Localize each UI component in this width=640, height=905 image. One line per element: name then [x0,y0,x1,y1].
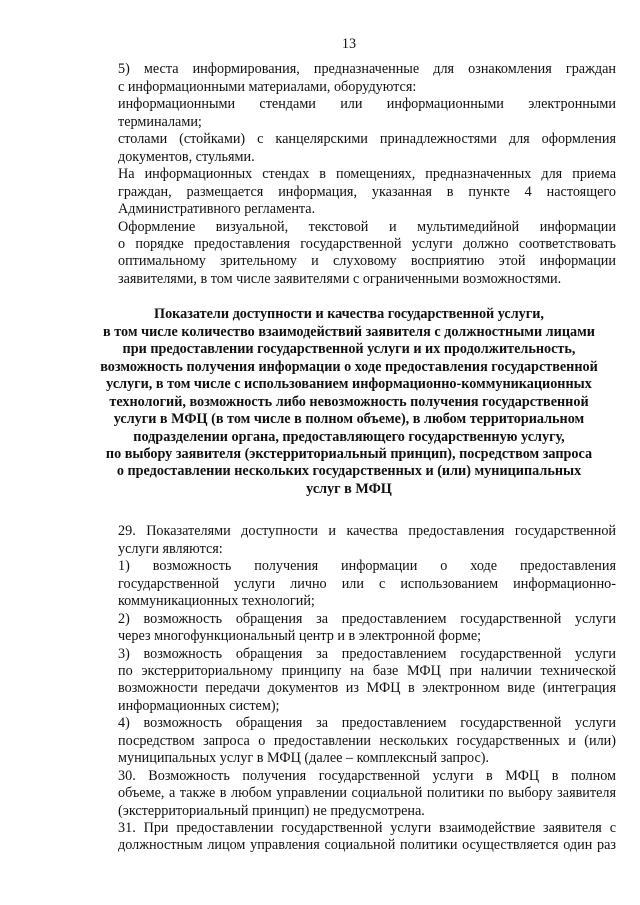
text-line: 30. Возможность получения государственной услуги в МФЦ в полном [118,767,616,784]
text-line: информационных систем); [118,697,280,714]
page-number: 13 [341,36,357,52]
text-line: услуги являются: [118,540,223,557]
text-line: посредством запроса о предоставлении нескольких государственных и (или) [118,732,616,749]
text-line: (экстерриториальный принцип) не предусмотрена. [118,802,425,819]
text-line: по экстерриториальному принципу на базе МФЦ при наличии технической [118,662,616,679]
paragraph [82,611,616,646]
text-line: 2) возможность обращения за предоставлением государственной услуги [118,610,616,627]
paragraphs-block-1 [82,61,616,288]
text-line: документов, стульями. [118,148,255,165]
heading-line: о предоставлении нескольких государственных и (или) муниципальных [116,463,582,480]
heading-line: технологий, возможность либо невозможность получения государственной [109,393,589,410]
text-line: 1) возможность получения информации о ходе предоставления [118,558,616,575]
text-line: 29. Показателями доступности и качества предоставления государственной [118,523,616,540]
text-line: 4) возможность обращения за предоставлением государственной услуги [118,715,616,732]
paragraph [82,768,616,820]
paragraph [82,219,616,289]
text-line: Административного регламента. [118,201,316,218]
text-line: о порядке предоставления государственной услуги должно соответствовать [118,235,616,252]
heading-line: подразделении органа, предоставляющего государственную услугу, [133,428,565,445]
text-line: 31. При предоставлении государственной услуги взаимодействие заявителя с [118,820,616,837]
paragraph [82,646,616,716]
heading-line: услуги в МФЦ (в том числе в полном объеме), в любом территориальном [113,411,585,428]
paragraph [82,558,616,610]
paragraph [82,523,616,558]
text-line: должностным лицом управления социальной политики осуществляется один раз [118,837,616,854]
heading-line: услуги, в том числе с использованием информационно-коммуникационных [106,376,592,393]
document-page [82,36,616,855]
paragraph [82,96,616,131]
text-line: На информационных стендах в помещениях, предназначенных для приема [118,166,616,183]
text-line: государственной услуги лично или с использованием информационно- [118,575,616,592]
text-line: информационными стендами или информационными электронными [118,96,616,113]
section-heading [82,306,616,498]
paragraph [82,715,616,767]
heading-line: в том числе количество взаимодействий заявителя с должностными лицами [103,323,595,340]
text-line: через многофункциональный центр и в электронной форме; [118,628,482,645]
text-line: заявителями, в том числе заявителями с ограниченными возможностями. [118,270,562,287]
paragraph [82,131,616,166]
text-line: 5) места информирования, предназначенные для ознакомления граждан [118,61,616,78]
text-line: 3) возможность обращения за предоставлением государственной услуги [118,645,616,662]
paragraphs-block-2 [82,523,616,855]
text-line: терминалами; [118,113,202,130]
heading-line: при предоставлении государственной услуги и их продолжительность, [122,341,576,358]
paragraph [82,820,616,855]
text-line: граждан, размещается информация, указанная в пункте 4 настоящего [118,183,616,200]
heading-line: возможность получения информации о ходе предоставления государственной [100,358,598,375]
text-line: коммуникационных технологий; [118,593,315,610]
text-line: муниципальных услуг в МФЦ (далее – комплексный запрос). [118,750,490,767]
text-line: оптимальному зрительному и слуховому восприятию этой информации [118,253,616,270]
heading-line: услуг в МФЦ [306,480,392,497]
text-line: с информационными материалами, оборудуются: [118,78,417,95]
heading-line: по выбору заявителя (экстерриториальный принцип), посредством запроса [105,445,593,462]
heading-line: Показатели доступности и качества государственной услуги, [154,306,544,323]
text-line: столами (стойками) с канцелярскими принадлежностями для оформления [118,131,616,148]
text-line: возможности передачи документов из МФЦ в электронном виде (интеграция [118,680,616,697]
paragraph [82,166,616,218]
text-line: Оформление визуальной, текстовой и мультимедийной информации [118,218,616,235]
text-line: объеме, а также в любом управлении социальной политики по выбору заявителя [118,785,616,802]
paragraph [82,61,616,96]
